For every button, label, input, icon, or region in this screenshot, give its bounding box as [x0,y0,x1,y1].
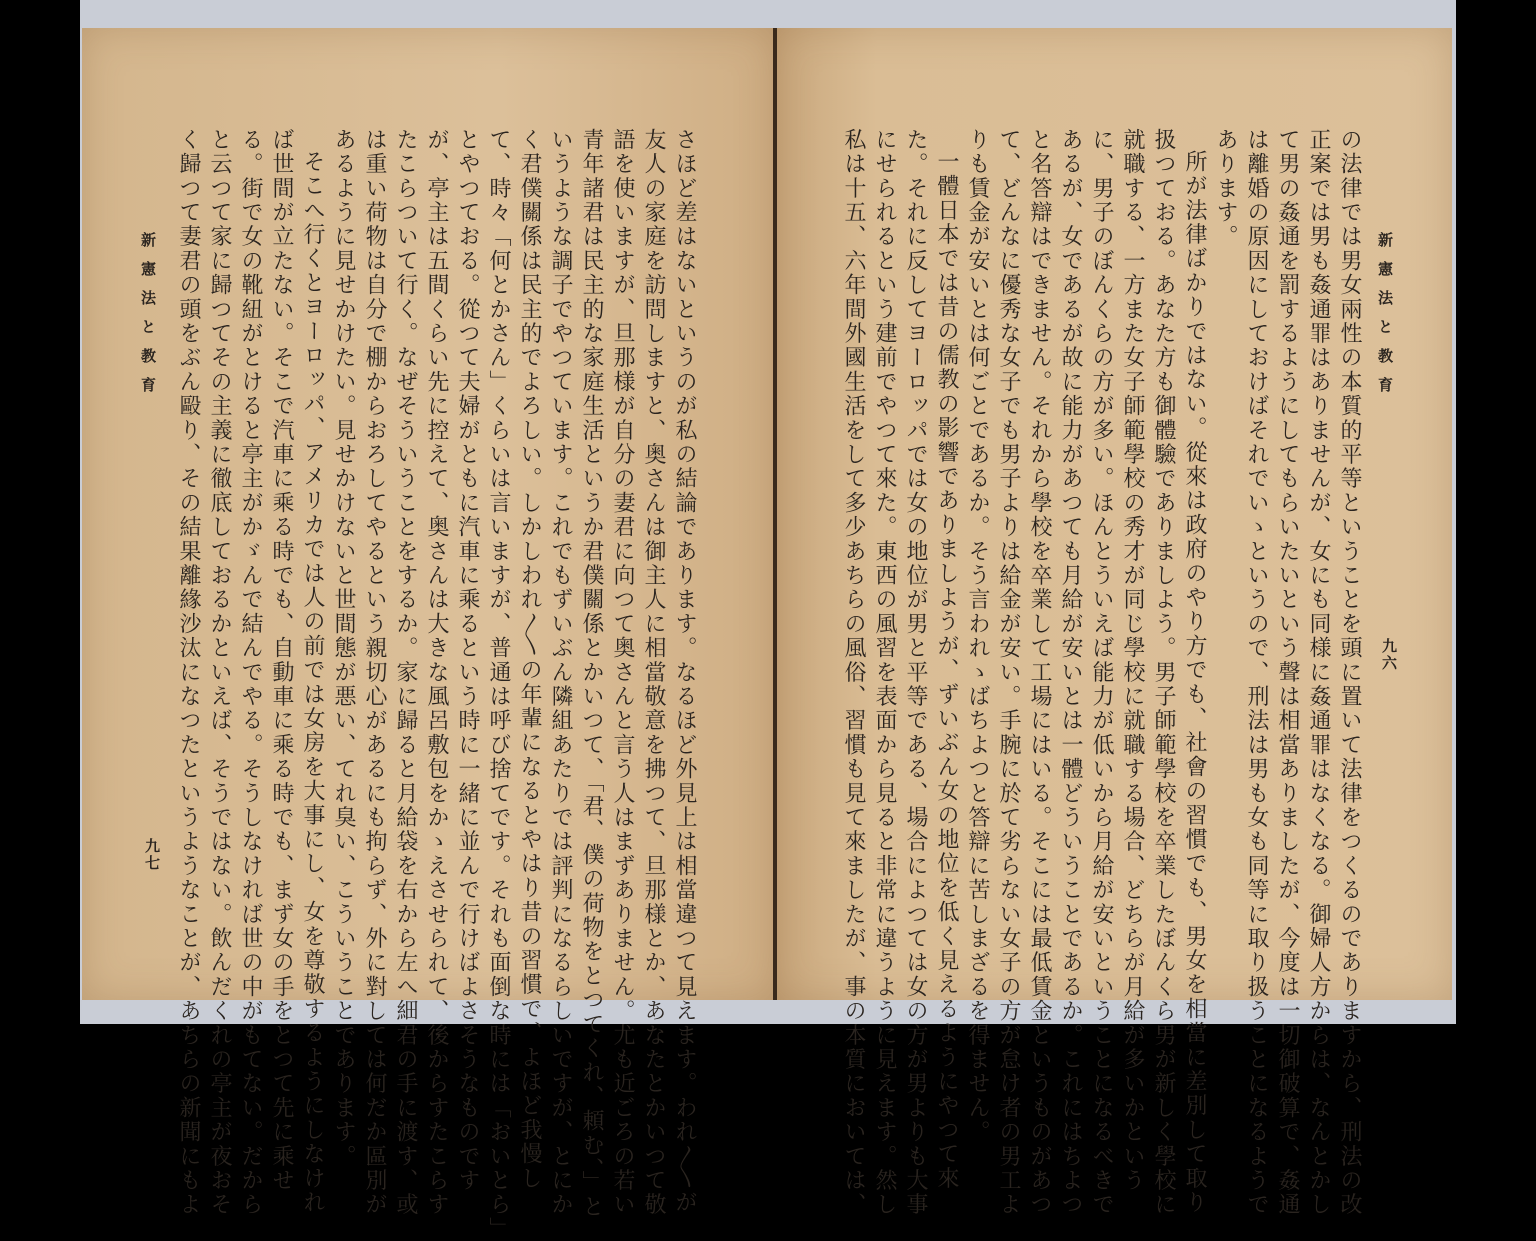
text-column: て、どんなに優秀な女子でも男子よりは給金が安い。手腕に於て劣らない女子の方が怠け者の男工よ [996,128,1021,1217]
text-column: 語を使いますが、旦那様が自分の妻君に向つて奥さんと言う人はまずありません。尤も近ごろの若い [610,128,635,1217]
text-column: そこへ行くとヨーロッパ、アメリカでは人の前では女房を大事にし、女を尊敬するようにしなけれ [300,150,325,1215]
text-column: と名答辯はできません。それから學校を卒業して工場にはいる。そこには最低賃金というものがあつ [1027,128,1052,1217]
text-column: 青年諸君は民主的な家庭生活というか君僕關係とかいつて、「君、僕の荷物をとつてくれ、頼む、」と [579,128,604,1220]
text-column: が、亭主は五間くらい先に控えて、奥さんは大きな風呂敷包をかゝえさせられて、後からすたこらす [424,128,449,1217]
text-column: た。それに反してヨーロッパでは女の地位が男と平等である、場合によつては女の方が男よりも大事 [903,128,928,1217]
text-column: て、時々「何とかさん」くらいは言いますが、普通は呼び捨てです。それも面倒な時には「おいとら」 [486,128,511,1241]
left-page-body-text [170,128,700,1241]
text-column: て男の姦通を罰するようにしてもらいたいという聲は相當ありましたが、今度は一切御破算で、姦通 [1275,128,1300,1217]
text-column: 就職する、一方また女子師範學校の秀才が同じ學校に就職する場合、どちらが月給が多いかという [1120,128,1145,1193]
open-book-spread [82,28,1452,1241]
running-head-left: 新憲法と教育 [139,232,157,406]
text-column: あるように見せかけたい。見せかけないと世間態が悪い、てれ臭い、こういうことであります。 [331,128,356,1169]
text-column: に、男子のぼんくらの方が多い。ほんとういえば能力が低いから月給が安いということになるべきで [1089,128,1114,1217]
running-head-right: 新憲法と教育 [1376,232,1394,406]
text-column: 私は十五、六年間外國生活をして多少あちらの風俗、習慣も見て來ましたが、事の本質においては、 [841,128,866,1217]
right-page [775,28,1452,1217]
text-column: いうような調子でやつています。これでもずいぶん隣組あたりでは評判になるらしいですが、とにか [548,128,573,1217]
text-column: 扱つておる。あなた方も御體驗でありましよう。男子師範學校を卒業したぼんくら男が新しく學校に [1151,128,1176,1217]
text-column: 一體日本では昔の儒教の影響でありましようが、ずいぶん女の地位を低く見えるようにやつて來 [934,150,959,1191]
left-page [82,28,775,1241]
text-column: 所が法律ばかりではない。從來は政府のやり方でも、社會の習慣でも、男女を相當に差別して取り [1182,150,1207,1215]
text-column: りも賃金が安いとは何ごとであるか。そう言われゝばちよつと答辯に苦しまざるを得ません。 [965,128,990,1145]
page-number-right: 九六 [1380,638,1398,672]
text-column: ば世間が立たない。そこで汽車に乘る時でも、自動車に乘る時でも、まず女の手をとつて先に乘せ [269,128,294,1193]
page-number-left: 九七 [143,838,161,872]
text-column: 友人の家庭を訪問しますと、奥さんは御主人に相當敬意を拂つて、旦那様とか、あなたとかいつて敬 [641,128,666,1217]
text-column: 正案では男も姦通罪はありませんが、女にも同様に姦通罪はなくなる。御婦人方からは、なんとかし [1306,128,1331,1217]
text-column: く君僕關係は民主的でよろしい。しかしわれ〳〵の年輩になるとやはり昔の習慣で、よほど我慢し [517,128,542,1191]
text-column: は離婚の原因にしておけばそれでいゝというので、刑法は男も女も同等に取り扱うことになるようで [1244,128,1269,1217]
text-column: さほど差はないというのが私の結論であります。なるほど外見上は相當違つて見えます。われ〳〵が [672,128,697,1215]
text-column: る。街で女の靴紐がとけると亭主がかゞんで結んでやる。そうしなければ世の中がもてない。だから [238,128,263,1217]
text-column: たこらついて行く。なぜそういうことをするか。家に歸ると月給袋を右から左へ細君の手に渡す、或 [393,128,418,1217]
right-page-body-text [825,128,1365,1217]
text-column: の法律では男女兩性の本質的平等ということを頭に置いて法律をつくるのでありますから、刑法の改 [1337,128,1362,1217]
book-gutter [773,28,777,1000]
text-column: あるが、女であるが故に能力があつても月給が安いとは一體どういうことであるか。これにはちよつ [1058,128,1083,1217]
text-column: とやつておる。從つて夫婦がともに汽車に乘るという時に一緒に並んで行けばよさそうなものです [455,128,480,1193]
text-column: にせられるという建前でやつて來た。東西の風習を表面から見ると非常に違うように見えます。然し [872,128,897,1217]
text-column: く歸つて妻君の頭をぶん毆り、その結果離緣沙汰になつたというようなことが、あちらの新聞にもよ [176,128,201,1217]
text-column: あります。 [1213,128,1238,249]
text-column: は重い荷物は自分で棚からおろしてやるという親切心があるにも拘らず、外に對しては何だか區別が [362,128,387,1217]
text-column: と云つて家に歸つてその主義に徹底しておるかといえば、そうではない。飲んだくれの亭主が夜おそ [207,128,232,1217]
